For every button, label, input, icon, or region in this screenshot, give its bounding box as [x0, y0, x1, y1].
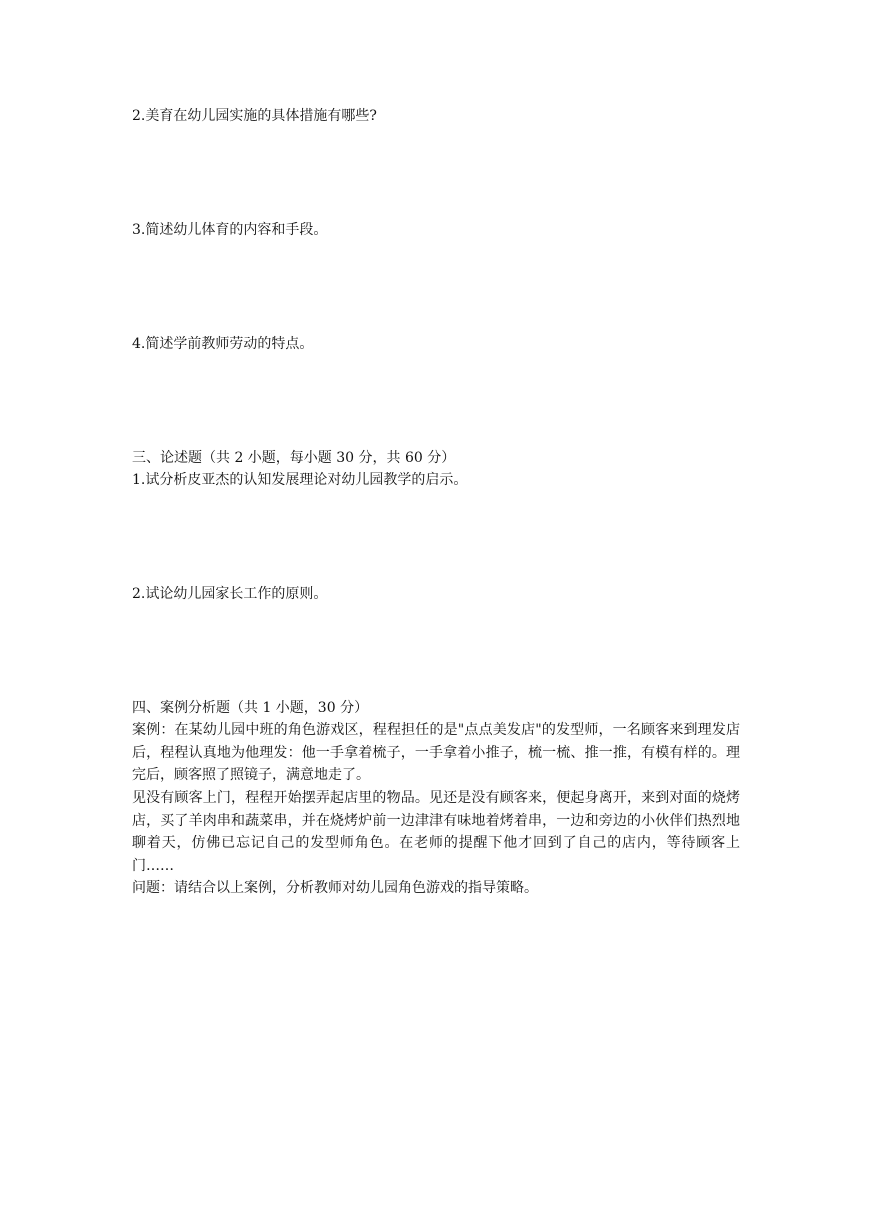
section-three-heading: 三、论述题（共 2 小题，每小题 30 分，共 60 分）	[132, 450, 456, 466]
question-2-text: 2.美育在幼儿园实施的具体措施有哪些?	[132, 108, 377, 124]
section-four-heading: 四、案例分析题（共 1 小题，30 分）	[132, 700, 369, 716]
case-paragraph-1: 案例：在某幼儿园中班的角色游戏区，程程担任的是"点点美发店"的发型师，一名顾客来到理发店后，程程认真地为他理发：他一手拿着梳子，一手拿着小推子，梳一梳、推一推，有模有样的。理完后，顾客照了照镜子，满意地走了。	[132, 722, 740, 783]
essay-question-2-text: 2.试论幼儿园家长工作的原则。	[132, 586, 328, 602]
question-3-text: 3.简述幼儿体育的内容和手段。	[132, 222, 328, 238]
case-question-text: 问题：请结合以上案例，分析教师对幼儿园角色游戏的指导策略。	[132, 880, 538, 896]
case-paragraph-2: 见没有顾客上门，程程开始摆弄起店里的物品。见还是没有顾客来，便起身离开，来到对面的烧烤店，买了羊肉串和蔬菜串，并在烧烤炉前一边津津有味地着烤着串，一边和旁边的小伙伴们热烈地聊着天，仿佛已忘记自己的发型师角色。在老师的提醒下他才回到了自己的店内，等待顾客上门……	[132, 790, 740, 874]
essay-question-1-text: 1.试分析皮亚杰的认知发展理论对幼儿园教学的启示。	[132, 472, 468, 488]
question-4-text: 4.简述学前教师劳动的特点。	[132, 336, 314, 352]
